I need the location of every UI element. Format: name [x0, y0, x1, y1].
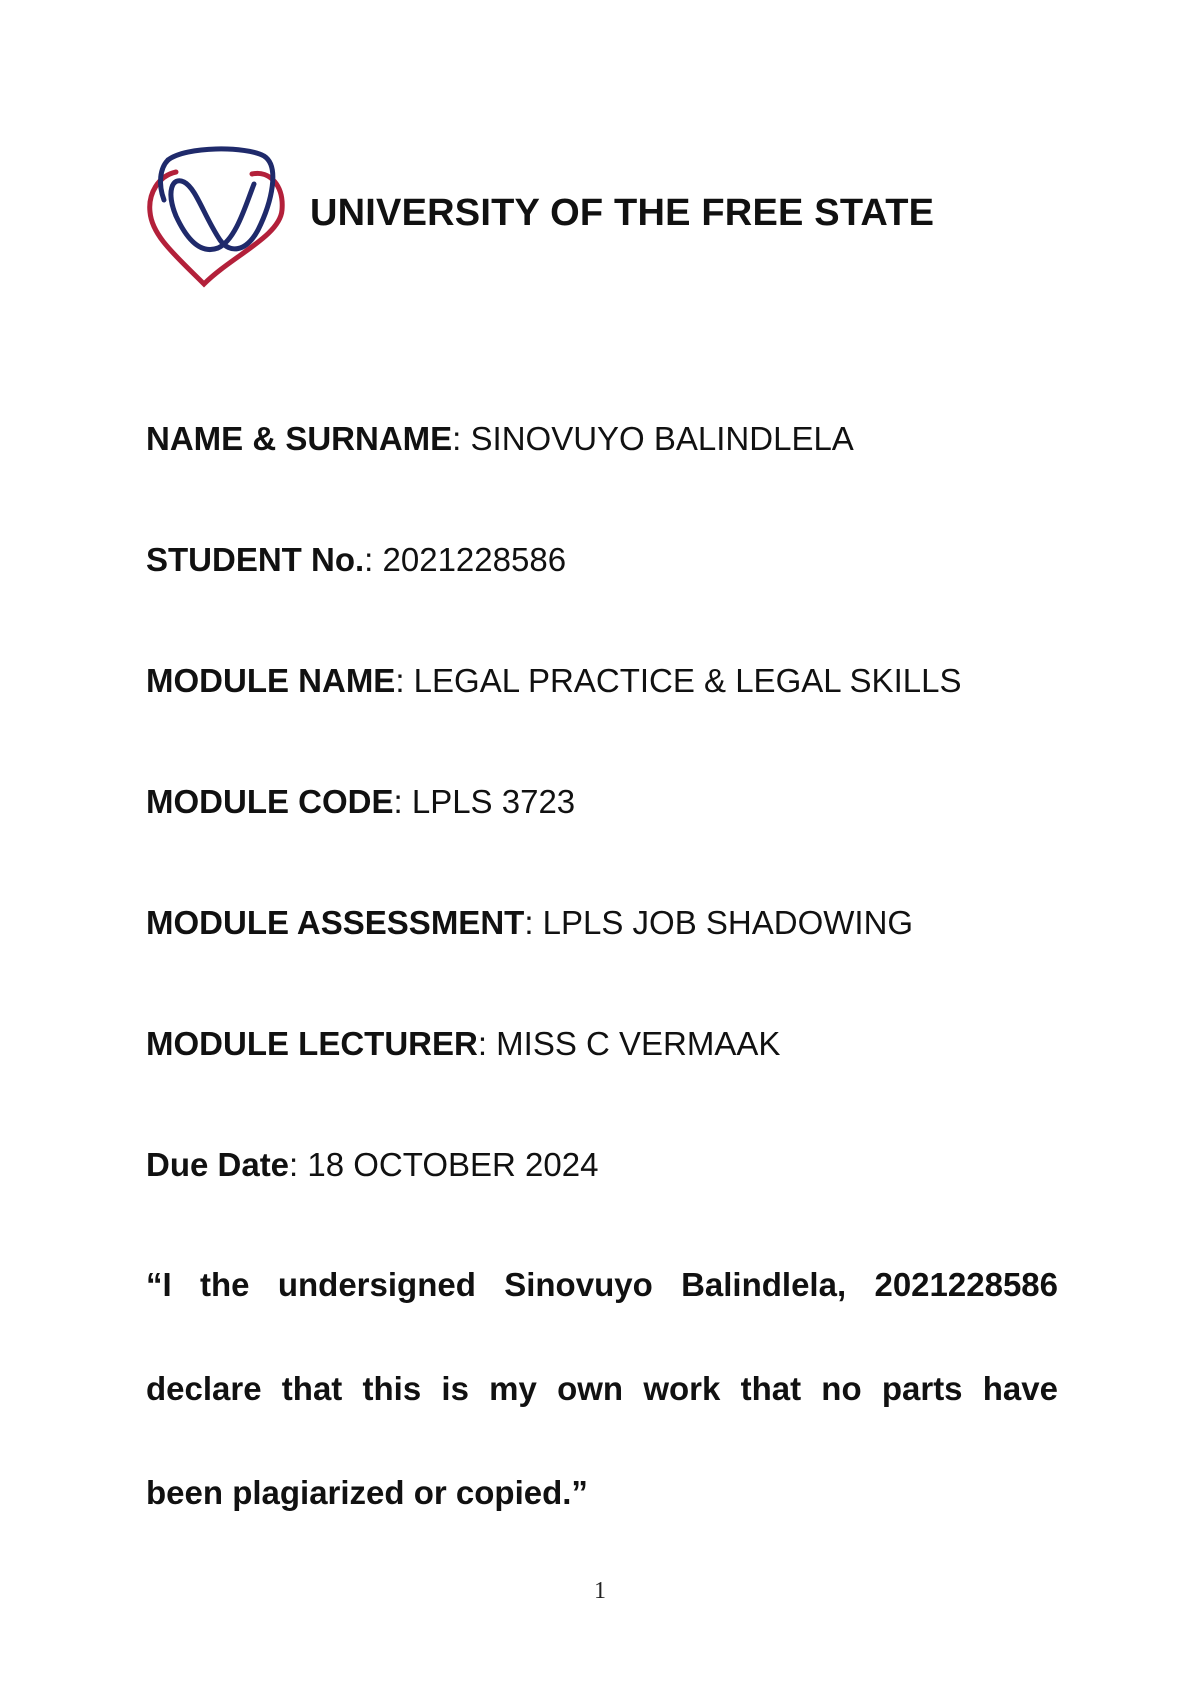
due-date-value: 18 OCTOBER 2024	[298, 1146, 599, 1183]
university-title: UNIVERSITY OF THE FREE STATE	[310, 192, 935, 234]
due-date-label: Due Date	[146, 1146, 290, 1183]
name-label: NAME & SURNAME	[146, 420, 453, 457]
declaration-line-1: “I the undersigned Sinovuyo Balindlela, 2021228586	[146, 1266, 1058, 1303]
due-date-field	[146, 1148, 598, 1181]
declaration-line-2: declare that this is my own work that no parts have	[146, 1370, 1058, 1407]
module-code-value: LPLS 3723	[402, 783, 576, 820]
module-code-label: MODULE CODE	[146, 783, 394, 820]
module-lecturer-label: MODULE LECTURER	[146, 1025, 478, 1062]
name-value: SINOVUYO BALINDLELA	[461, 420, 854, 457]
module-lecturer-field	[146, 1027, 780, 1060]
module-assessment-value: LPLS JOB SHADOWING	[533, 904, 914, 941]
name-field	[146, 422, 854, 455]
module-name-field	[146, 664, 961, 697]
student-number-value: 2021228586	[373, 541, 567, 578]
document-header	[146, 144, 1046, 294]
student-number-separator: :	[364, 541, 374, 578]
module-assessment-label: MODULE ASSESSMENT	[146, 904, 525, 941]
student-number-field	[146, 543, 566, 576]
declaration-line-3: been plagiarized or copied.”	[146, 1474, 588, 1511]
module-lecturer-separator: :	[477, 1025, 487, 1062]
name-separator: :	[452, 420, 462, 457]
module-code-field	[146, 785, 575, 818]
module-name-label: MODULE NAME	[146, 662, 396, 699]
module-code-separator: :	[393, 783, 403, 820]
module-name-value: LEGAL PRACTICE & LEGAL SKILLS	[404, 662, 962, 699]
due-date-separator: :	[289, 1146, 299, 1183]
ufs-logo-icon	[146, 144, 288, 288]
module-assessment-separator: :	[524, 904, 534, 941]
module-lecturer-value: MISS C VERMAAK	[487, 1025, 781, 1062]
student-number-label: STUDENT No.	[146, 541, 365, 578]
module-name-separator: :	[395, 662, 405, 699]
module-assessment-field	[146, 906, 913, 939]
page-number: 1	[594, 1578, 606, 1604]
